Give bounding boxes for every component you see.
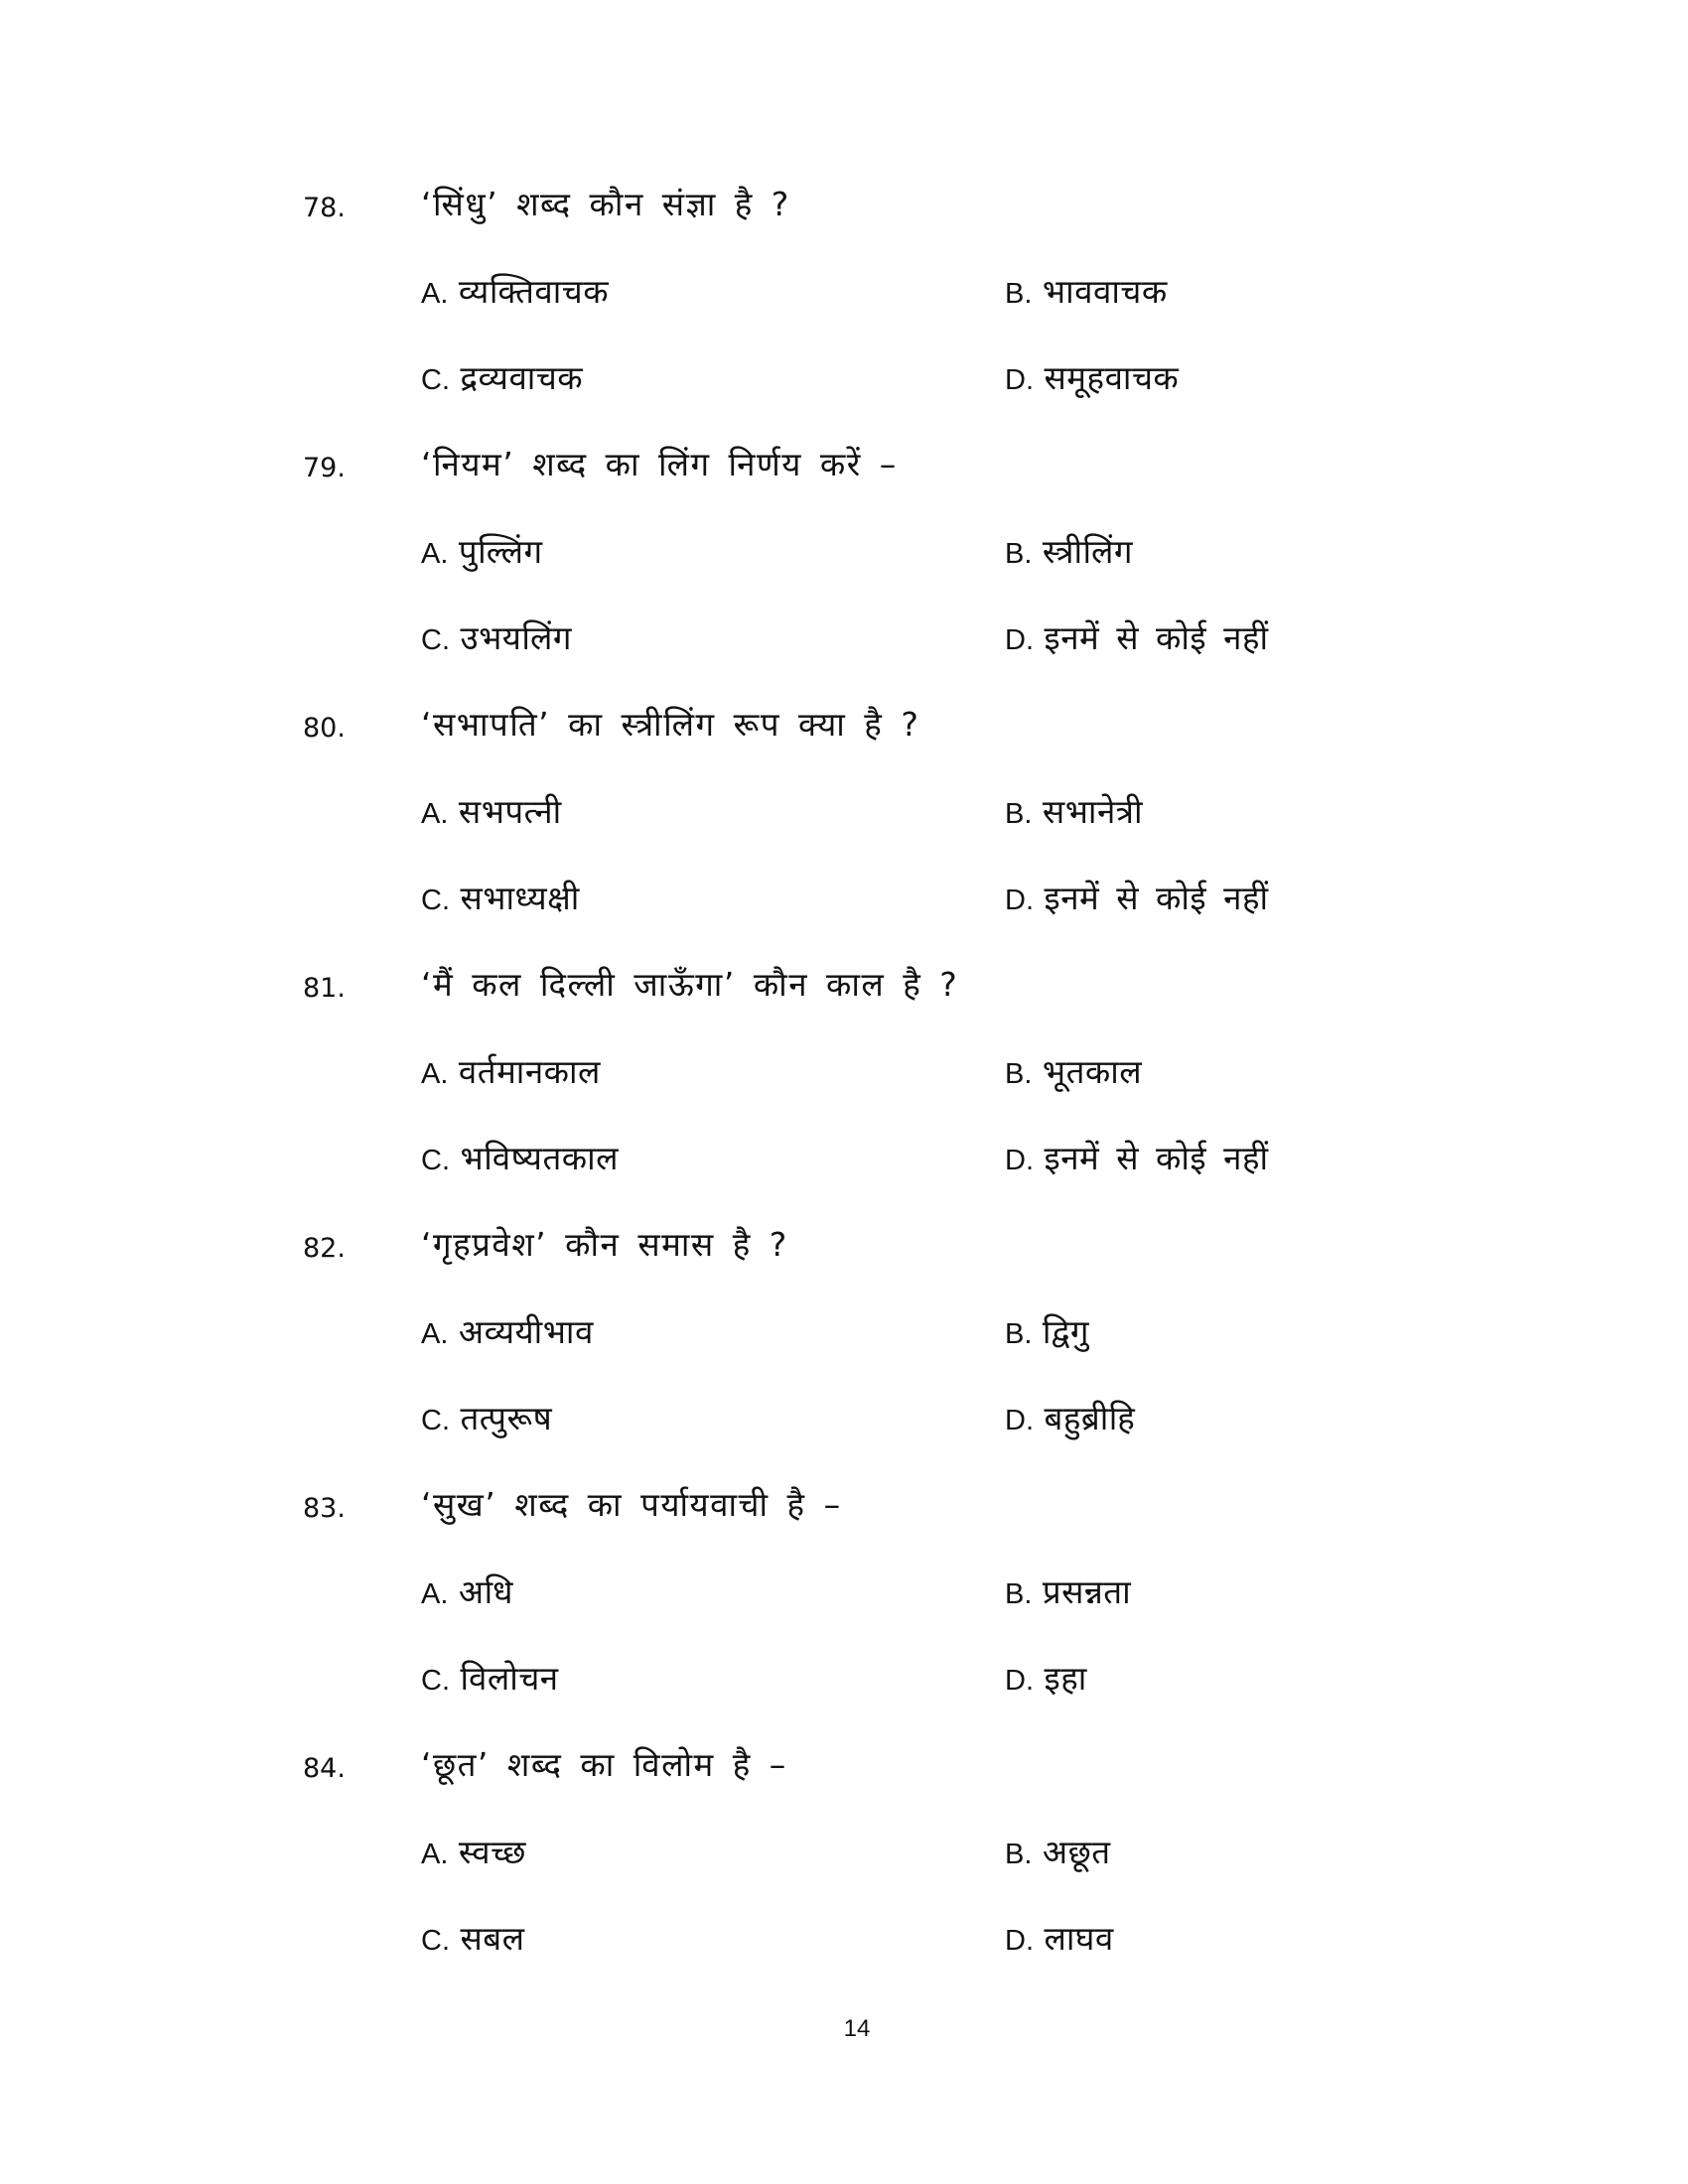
option-letter: D. [1005,1925,1034,1957]
question-text: ‘सिंधु’ शब्द कौन संज्ञा है ? [421,185,790,223]
option-text: द्रव्यवाचक [460,358,584,397]
question-78 [0,175,1688,435]
option-d [1005,1129,1269,1190]
question-number: 84. [303,1753,346,1784]
option-letter: B. [1005,278,1033,310]
option-text: तत्पुरूष [460,1399,553,1437]
option-a [421,1563,513,1624]
question-82 [0,1215,1688,1475]
option-a [421,262,609,324]
option-c [421,609,572,670]
option-text: अव्ययीभाव [458,1312,594,1351]
option-text: द्विगु [1042,1312,1090,1351]
option-letter: D. [1005,1145,1034,1176]
option-d [1005,1909,1114,1971]
option-text: इनमें से कोई नहीं [1044,1139,1269,1177]
option-letter: C. [421,1405,450,1436]
option-a [421,1302,594,1364]
option-text: अधि [458,1572,513,1611]
option-letter: A. [421,798,449,830]
option-text: अछूत [1042,1833,1111,1871]
question-number: 78. [303,193,346,223]
option-text: पुल्लिंग [458,532,543,571]
option-letter: D. [1005,885,1034,916]
option-text: भूतकाल [1042,1052,1143,1091]
option-letter: A. [421,278,449,310]
option-a [421,1823,526,1884]
option-letter: B. [1005,1839,1033,1870]
option-letter: C. [421,624,450,656]
option-letter: B. [1005,1578,1033,1610]
option-a [421,522,543,584]
option-letter: C. [421,1665,450,1697]
page-number: 14 [843,2015,871,2042]
option-letter: B. [1005,798,1033,830]
option-b [1005,262,1168,324]
option-letter: C. [421,885,450,916]
question-79 [0,435,1688,695]
option-d [1005,1389,1135,1450]
option-letter: B. [1005,538,1033,570]
option-text: स्त्रीलिंग [1042,532,1134,571]
question-number: 80. [303,713,346,744]
option-text: समूहवाचक [1044,358,1180,397]
question-text: ‘सुख’ शब्द का पर्यायवाची है – [421,1485,842,1524]
question-80 [0,695,1688,955]
option-text: स्वच्छ [458,1833,526,1871]
option-b [1005,1823,1111,1884]
question-text: ‘मैं कल दिल्ली जाऊँगा’ कौन काल है ? [421,965,959,1004]
option-letter: D. [1005,1665,1034,1697]
option-c [421,1649,559,1710]
option-letter: A. [421,538,449,570]
question-number: 82. [303,1233,346,1264]
option-letter: B. [1005,1318,1033,1350]
question-number: 83. [303,1493,346,1524]
option-c [421,1389,552,1450]
option-letter: C. [421,1145,450,1176]
question-84 [0,1735,1688,1995]
option-text: वर्तमानकाल [458,1052,601,1091]
option-text: सभाध्यक्षी [460,879,580,917]
question-number: 81. [303,973,346,1004]
option-b [1005,1563,1131,1624]
option-c [421,1909,525,1971]
option-text: बहुब्रीहि [1044,1399,1136,1437]
option-b [1005,522,1133,584]
option-text: भाववाचक [1042,272,1168,311]
question-text: ‘नियम’ शब्द का लिंग निर्णय करें – [421,445,898,483]
option-d [1005,869,1269,930]
question-83 [0,1475,1688,1735]
option-b [1005,1042,1142,1104]
option-letter: A. [421,1318,449,1350]
option-text: सबल [460,1919,525,1958]
option-text: सभपत्नी [458,792,562,831]
option-d [1005,348,1179,410]
option-letter: B. [1005,1058,1033,1090]
option-text: भविष्यतकाल [460,1139,620,1177]
option-letter: C. [421,364,450,396]
option-a [421,1042,601,1104]
option-a [421,782,562,844]
option-text: उभयलिंग [460,618,572,657]
question-text: ‘सभापति’ का स्त्रीलिंग रूप क्या है ? [421,705,920,744]
option-letter: C. [421,1925,450,1957]
option-letter: A. [421,1578,449,1610]
option-text: इनमें से कोई नहीं [1044,879,1269,917]
question-81 [0,955,1688,1215]
option-letter: A. [421,1839,449,1870]
option-c [421,869,580,930]
option-text: इहा [1044,1659,1087,1698]
option-letter: D. [1005,364,1034,396]
option-c [421,1129,619,1190]
option-text: विलोचन [460,1659,559,1698]
option-d [1005,1649,1087,1710]
question-number: 79. [303,453,346,483]
option-text: सभानेत्री [1042,792,1144,831]
option-b [1005,782,1143,844]
option-b [1005,1302,1089,1364]
option-letter: A. [421,1058,449,1090]
question-text: ‘छूत’ शब्द का विलोम है – [421,1745,787,1784]
option-text: व्यक्तिवाचक [458,272,610,311]
option-letter: D. [1005,624,1034,656]
option-d [1005,609,1269,670]
option-text: प्रसन्नता [1042,1572,1132,1611]
option-text: इनमें से कोई नहीं [1044,618,1269,657]
question-text: ‘गृहप्रवेश’ कौन समास है ? [421,1225,788,1264]
option-text: लाघव [1044,1919,1114,1958]
option-letter: D. [1005,1405,1034,1436]
option-c [421,348,583,410]
